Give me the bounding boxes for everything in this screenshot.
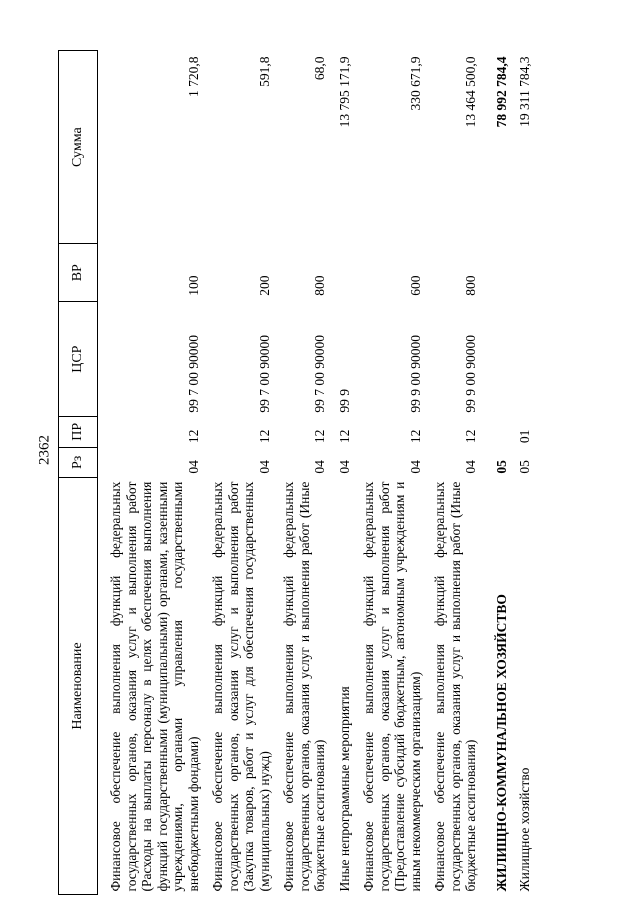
- row-name: Финансовое обеспечение выполнения функций федеральных государственных органов, оказания услуг и выполнения работ (Иные бюджетные ассигнования): [281, 481, 327, 892]
- row-vr: [488, 244, 518, 302]
- row-rz: 04: [336, 460, 352, 474]
- row-sum: 591,8: [256, 56, 272, 87]
- row-rz: 04: [185, 460, 201, 474]
- row-pr: [488, 417, 518, 448]
- row-pr: 01: [517, 429, 532, 444]
- row-rz: 05: [517, 460, 532, 474]
- section-sum: 78 992 784,4: [493, 56, 509, 128]
- header-pr: ПР: [59, 417, 98, 448]
- row-pr: 12: [256, 429, 272, 444]
- row-pr: 12: [312, 429, 327, 444]
- row-csr: 99 7 00 90000: [256, 334, 272, 413]
- row-vr: [517, 244, 533, 302]
- header-vr: ВР: [59, 244, 98, 302]
- row-csr: 99 9: [336, 388, 352, 413]
- row-sum: 13 464 500,0: [463, 56, 478, 128]
- row-rz: 04: [256, 460, 272, 474]
- row-rz: 05: [493, 460, 509, 474]
- row-csr: [488, 302, 518, 417]
- table-row: [210, 51, 281, 895]
- row-csr: 99 7 00 90000: [185, 334, 201, 413]
- row-rz: 04: [463, 460, 478, 474]
- row-vr: 800: [312, 275, 327, 296]
- row-csr: 99 9 00 90000: [463, 334, 478, 413]
- row-pr: 12: [185, 429, 201, 444]
- row-pr: 12: [463, 429, 478, 444]
- page-number: 2362: [36, 435, 53, 465]
- row-pr: 12: [407, 429, 423, 444]
- row-csr: [517, 302, 533, 417]
- row-sum: 1 720,8: [185, 56, 201, 97]
- table-row-section: [488, 51, 518, 895]
- row-sum: 13 795 171,9: [336, 56, 352, 128]
- row-rz: 04: [407, 460, 423, 474]
- row-name: Финансовое обеспечение выполнения функций федеральных государственных органов, оказания услуг и выполнения работ (Предоставление субсидий бюджетным, автономным учреждениям и иным некоммерческим организациям): [361, 481, 423, 892]
- table-row: [337, 51, 362, 895]
- row-name: Финансовое обеспечение выполнения функций федеральных государственных органов, оказания услуг и выполнения работ (Расходы на выплаты персоналу в целях обеспечения выполнения функций государственными (муниципальными) органами, казенными учреждениями, органами управления государственными внебюджетными фондами): [108, 481, 201, 892]
- row-name: Жилищное хозяйство: [517, 767, 532, 892]
- row-csr: 99 9 00 90000: [407, 334, 423, 413]
- row-sum: 68,0: [312, 56, 327, 81]
- table-row: [517, 51, 533, 895]
- row-vr: 800: [463, 275, 478, 296]
- budget-table: [58, 50, 533, 895]
- row-csr: 99 7 00 90000: [312, 334, 327, 413]
- row-vr: [337, 244, 362, 302]
- header-sum: Сумма: [59, 51, 98, 244]
- header-name: Наименование: [59, 478, 98, 895]
- table-header: [59, 51, 98, 895]
- table-row: [108, 51, 210, 895]
- row-name: Финансовое обеспечение выполнения функций федеральных государственных органов, оказания услуг и выполнения работ (Иные бюджетные ассигнования): [432, 481, 478, 892]
- section-name: ЖИЛИЩНО-КОММУНАЛЬНОЕ ХОЗЯЙСТВО: [493, 594, 509, 892]
- row-sum: 19 311 784,3: [517, 56, 532, 127]
- row-name: Иные непрограммные мероприятия: [336, 686, 352, 892]
- row-sum: 330 671,9: [407, 56, 423, 111]
- table-row: [281, 51, 337, 895]
- row-vr: 600: [407, 275, 423, 296]
- row-rz: 04: [312, 460, 327, 474]
- table-row: [432, 51, 488, 895]
- row-pr: 12: [336, 429, 352, 444]
- row-vr: 200: [256, 275, 272, 296]
- budget-table-container: [58, 50, 582, 895]
- header-rz: Рз: [59, 447, 98, 478]
- row-name: Финансовое обеспечение выполнения функций федеральных государственных органов, оказания услуг и выполнения работ (Закупка товаров, работ и услуг для обеспечения государственных (муниципальных) нужд): [210, 481, 272, 892]
- header-csr: ЦСР: [59, 302, 98, 417]
- row-vr: 100: [185, 275, 201, 296]
- table-row: [361, 51, 432, 895]
